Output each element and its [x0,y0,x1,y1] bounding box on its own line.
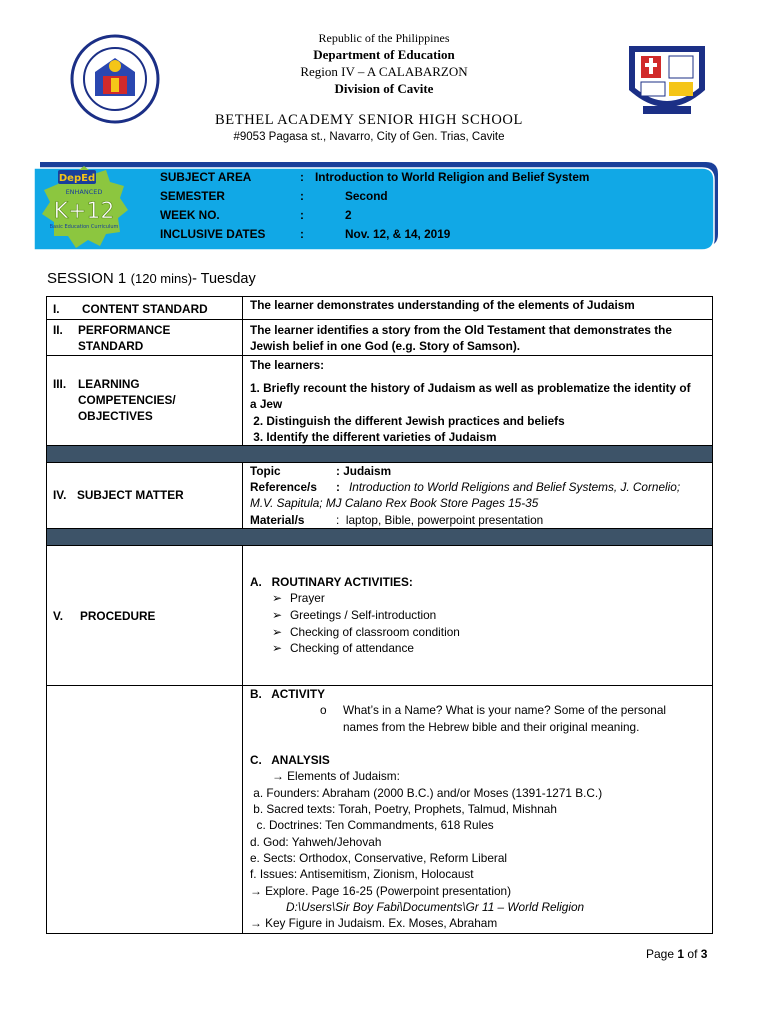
arrow-bullet-icon: ➢ [272,591,282,605]
content-standard-num: I. [53,302,60,316]
performance-standard-num: II. [53,323,63,337]
subject-area-value: Introduction to World Religion and Belief System [315,170,590,184]
k12-enhanced: ENHANCED [65,188,103,196]
session-duration: (120 mins) [130,271,193,286]
arrow-right-icon: → [250,916,266,930]
semester-label: SEMESTER [160,189,225,203]
analysis-title: C. ANALYSIS [250,753,330,767]
department-line: Department of Education [313,47,455,62]
competency-2: 2. Distinguish the different Jewish practices and beliefs [250,414,565,428]
competency-1b: a Jew [250,397,283,411]
page-number [646,947,707,961]
subject-area-label: SUBJECT AREA [160,170,252,184]
competencies-intro: The learners: [250,358,325,372]
arrow-bullet-icon: ➢ [272,625,282,639]
k12-logo [38,164,130,250]
performance-standard-label-2: STANDARD [78,339,144,353]
subject-matter-num: IV. [53,488,67,502]
reference-value-1: Introduction to World Religions and Belief Systems, J. Cornelio; [349,480,681,494]
file-path: D:\Users\Sir Boy Fabi\Documents\Gr 11 – World Religion [286,900,585,914]
analysis-head: → Elements of Judaism: [272,769,400,783]
k12-mark: K+12 [53,199,115,224]
materials-value: : laptop, Bible, powerpoint presentation [336,513,544,527]
competencies-label-3: OBJECTIVES [78,409,153,423]
activity-title: B. ACTIVITY [250,687,325,701]
explore-line: → Explore. Page 16-25 (Powerpoint presentation) [250,884,511,898]
office-header [0,30,768,97]
semester-colon: : [300,189,304,203]
routine-item-3 [272,624,460,640]
semester-value: Second [345,189,388,203]
week-label: WEEK NO. [160,208,220,222]
session-title: SESSION 1 [47,270,127,287]
arrow-right-icon: → [250,884,266,898]
content-standard-text: The learner demonstrates understanding of the elements of Judaism [250,298,635,312]
arrow-bullet-icon: ➢ [272,608,282,622]
topic-key: Topic [250,464,281,478]
competencies-label-2: COMPETENCIES/ [78,393,176,407]
analysis-item-6: f. Issues: Antisemitism, Zionism, Holocaust [250,867,474,881]
activity-text-1: What’s in a Name? What is your name? Some of the personal [343,703,667,717]
reference-key: Reference/s [250,480,317,494]
reference-colon: : [336,480,340,494]
school-address: #9053 Pagasa st., Navarro, City of Gen. Trias, Cavite [233,131,505,143]
arrow-right-icon: → [272,769,288,783]
competencies-label-1: LEARNING [78,377,140,391]
routine-item-text: Checking of attendance [290,641,414,655]
analysis-item-3: c. Doctrines: Ten Commandments, 618 Rules [250,818,494,832]
performance-standard-text-1: The learner identifies a story from the Old Testament that demonstrates the [250,323,672,337]
activity-text-2: names from the Hebrew bible and their original meaning. [343,720,640,734]
republic-line: Republic of the Philippines [318,31,450,45]
k12-subtitle: Basic Education Curriculum [49,224,119,230]
page-current: 1 [677,947,685,961]
section-band-2 [46,528,713,546]
reference-value-2: M.V. Sapitula; MJ Calano Rex Book Store Pages 15-35 [250,496,539,510]
subject-matter-label: SUBJECT MATTER [77,488,184,502]
week-value: 2 [345,208,352,222]
page-total: 3 [700,947,708,961]
page-word: Page [646,947,675,961]
activity-bullet-icon: o [320,703,327,717]
performance-standard-label-1: PERFORMANCE [78,323,171,337]
key-figure-line: → Key Figure in Judaism. Ex. Moses, Abraham [250,916,498,930]
competency-3: 3. Identify the different varieties of Judaism [250,430,497,444]
performance-standard-text-2: Jewish belief in one God (e.g. Story of Samson). [250,339,521,353]
routine-title: A. ROUTINARY ACTIVITIES: [250,575,413,589]
topic-value: : Judaism [336,464,392,478]
dates-colon: : [300,227,304,241]
routine-item-2 [272,607,436,623]
dates-label: INCLUSIVE DATES [160,227,266,241]
procedure-empty-cell [46,685,243,934]
procedure-label: PROCEDURE [80,609,156,623]
routine-item-text: Checking of classroom condition [290,625,460,639]
analysis-item-5: e. Sects: Orthodox, Conservative, Reform Liberal [250,851,508,865]
materials-key: Material/s [250,513,305,527]
week-colon: : [300,208,304,222]
division-line: Division of Cavite [334,81,434,96]
routine-item-4 [272,640,414,656]
school-name: BETHEL ACADEMY SENIOR HIGH SCHOOL [215,112,523,128]
analysis-item-2: b. Sacred texts: Torah, Poetry, Prophets, Talmud, Mishnah [250,802,557,816]
session-day: - Tuesday [192,271,256,287]
session-heading [47,270,256,288]
subject-area-colon: : [300,170,304,184]
content-standard-label: CONTENT STANDARD [82,302,208,316]
analysis-item-4: d. God: Yahweh/Jehovah [250,835,382,849]
routine-item-text: Prayer [290,591,325,605]
competencies-num: III. [53,377,67,391]
k12-brand: DepEd [58,173,96,184]
region-line: Region IV – A CALABARZON [300,64,468,79]
of-word: of [687,947,698,961]
dates-value: Nov. 12, & 14, 2019 [345,227,451,241]
competency-1a: 1. Briefly recount the history of Judaism as well as problematize the identity of [250,381,691,395]
section-band-1 [46,445,713,463]
procedure-num: V. [53,609,64,623]
arrow-bullet-icon: ➢ [272,641,282,655]
routine-item-text: Greetings / Self-introduction [290,608,437,622]
routine-item-1 [272,590,325,606]
analysis-item-1: a. Founders: Abraham (2000 B.C.) and/or Moses (1391-1271 B.C.) [250,786,603,800]
